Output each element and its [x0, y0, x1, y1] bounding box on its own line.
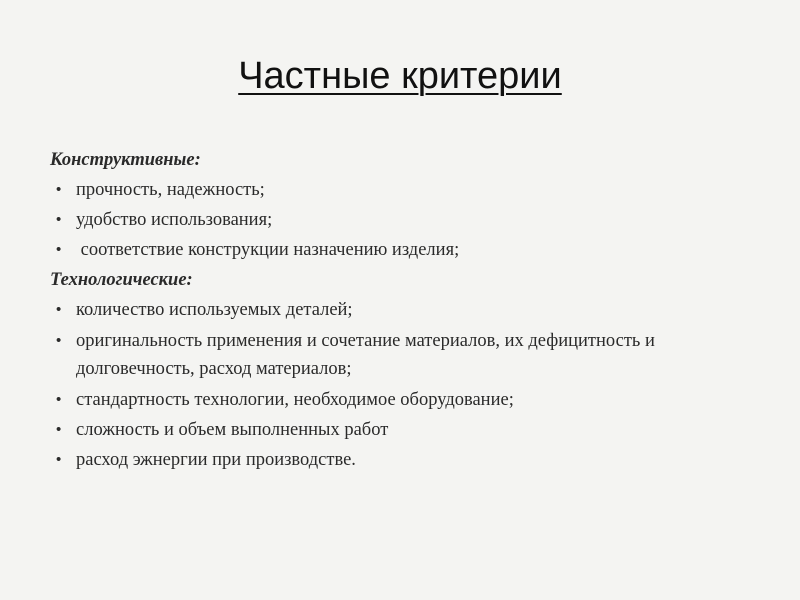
list-item	[50, 415, 770, 445]
list-item-text: сложность и объем выполненных работ	[76, 420, 389, 440]
bullet-icon: •	[56, 421, 62, 438]
list-item	[50, 295, 770, 325]
list-item-text: стандартность технологии, необходимое оборудование;	[76, 390, 514, 410]
list-item-text: прочность, надежность;	[76, 180, 265, 200]
section-heading-constructive: Конструктивные:	[50, 150, 201, 170]
list-item	[50, 175, 770, 205]
bullet-icon: •	[56, 391, 62, 408]
list-item	[50, 205, 770, 235]
list-item-text: расход эжнергии при производстве.	[76, 450, 356, 470]
list-item	[50, 445, 770, 475]
slide-title-text: Частные критерии	[238, 55, 562, 97]
list-item-text: количество используемых деталей;	[76, 300, 353, 320]
list-item-text: удобство использования;	[76, 210, 273, 230]
list-item-text: соответствие конструкции назначению изделия;	[76, 240, 460, 260]
section-heading-technological: Технологические:	[50, 270, 193, 290]
slide-body	[50, 145, 770, 475]
slide-title	[0, 52, 800, 100]
list-item-text: оригинальность применения и сочетание материалов, их дефицитность и долговечность, расход материалов;	[76, 331, 655, 379]
bullet-icon: •	[56, 332, 62, 349]
bullet-icon: •	[56, 241, 62, 258]
list-item	[50, 385, 770, 415]
list-item	[50, 235, 770, 265]
bullet-icon: •	[56, 301, 62, 318]
bullet-icon: •	[56, 211, 62, 228]
bullet-icon: •	[56, 181, 62, 198]
list-item	[50, 325, 770, 385]
bullet-icon: •	[56, 451, 62, 468]
